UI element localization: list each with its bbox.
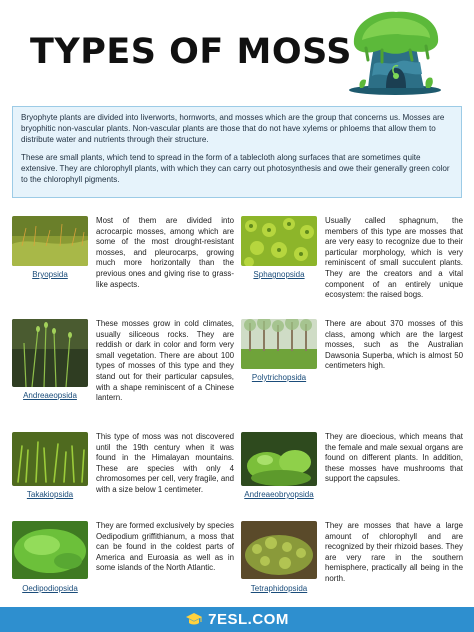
page-title: TYPES OF MOSS [30, 32, 352, 72]
sphagnopsida-image [241, 216, 317, 266]
entry-description: They are mosses that have a large amount of chlorophyll and are recognized by their rhizoid bases. They are very rare in the southern hemisphere, practically all being in the north. [325, 521, 463, 583]
entry-description: They are formed exclusively by species Oedipodium griffithianum, a moss that can be found in the coldest parts of America and Euroasia as well as in some islands of the North Atlantic. [96, 521, 234, 573]
brand-logo-text: 7ESL.COM [208, 611, 289, 628]
tetraphidopsida-image [241, 521, 317, 579]
entry-description: They are dioecious, which means that the female and male sexual organs are found on different plants. In addition, these mosses have mushrooms that support the capsules. [325, 432, 463, 484]
entry-label: Oedipodiopsida [22, 584, 78, 593]
entry-label: Andreaeopsida [23, 391, 77, 400]
entry-label: Tetraphidopsida [250, 584, 308, 593]
polytrichopsida-image [241, 319, 317, 369]
intro-paragraph-1: Bryophyte plants are divided into liverworts, hornworts, and mosses which are the group that concerns us. Mosses are bryophitic non-vascular plants. Non-vascular plants are those that do not have xylems or phloems that allow them to distribute water and nutrients through their structure. [21, 113, 445, 145]
oedipodiopsida-image [12, 521, 88, 579]
entry-andreaeopsida [12, 319, 234, 419]
entry-description: There are about 370 mosses of this class, among which are the largest mosses, such as the Australian Dawsonia Superba, which is almost 50 centimeters high. [325, 319, 463, 371]
entry-label: Polytrichopsida [251, 373, 307, 382]
entry-polytrichopsida [241, 319, 463, 419]
header [0, 0, 474, 100]
takakiopsida-image [12, 432, 88, 486]
entry-label: Bryopsida [32, 270, 68, 279]
intro-paragraph-2: These are small plants, which tend to spread in the form of a tablecloth along surfaces that are sometimes quite extensive. They are chlorophyll plants, with which they can carry out photosynthesis and owe their generally green color to the chlorophyll pigments. [21, 152, 450, 185]
entry-description: These mosses grow in cold climates, usually siliceous rocks. They are reddish or dark in color and form very small vegetation. There are about 100 types of mosses of this type and they stand out for their particular capsules, with a shape reminiscent of a Chinese lantern. [96, 319, 234, 403]
entry-description: This type of moss was not discovered until the 19th century when it was found in the Himalayan mountains. These are species with only 4 chromosomes per cell, very fragile, and with a size below 1 centimeter. [96, 432, 234, 494]
andreaeobryopsida-image [241, 432, 317, 486]
entry-label: Takakiopsida [26, 490, 74, 499]
entry-oedipodiopsida [12, 521, 234, 621]
entry-label: Andreaeobryopsida [244, 490, 314, 499]
intro-box [12, 106, 462, 198]
entry-takakiopsida [12, 432, 234, 532]
footer-bar [0, 607, 474, 632]
graduation-cap-icon [185, 612, 203, 628]
entry-label: Sphagnopsida [253, 270, 305, 279]
entry-description: Usually called sphagnum, the members of this type are mosses that are very easy to recognize due to their particular morphology, which is very reminiscent of small succulent plants. They are the creators and a vital component of an entirely unique ecosystem: the raised bogs. [325, 216, 463, 300]
entry-bryopsida [12, 216, 234, 316]
entry-andreaeobryopsida [241, 432, 463, 532]
moss-house-illustration [340, 4, 450, 96]
entry-sphagnopsida [241, 216, 463, 316]
entry-tetraphidopsida [241, 521, 463, 621]
bryopsida-image [12, 216, 88, 266]
entry-description: Most of them are divided into acrocarpic mosses, among which are some of the most drought-resistant mosses, and pleurocarps, growing much more horizontally than the previous ones and giving rise to grass-like aspects. [96, 216, 234, 289]
andreaeopsida-image [12, 319, 88, 387]
